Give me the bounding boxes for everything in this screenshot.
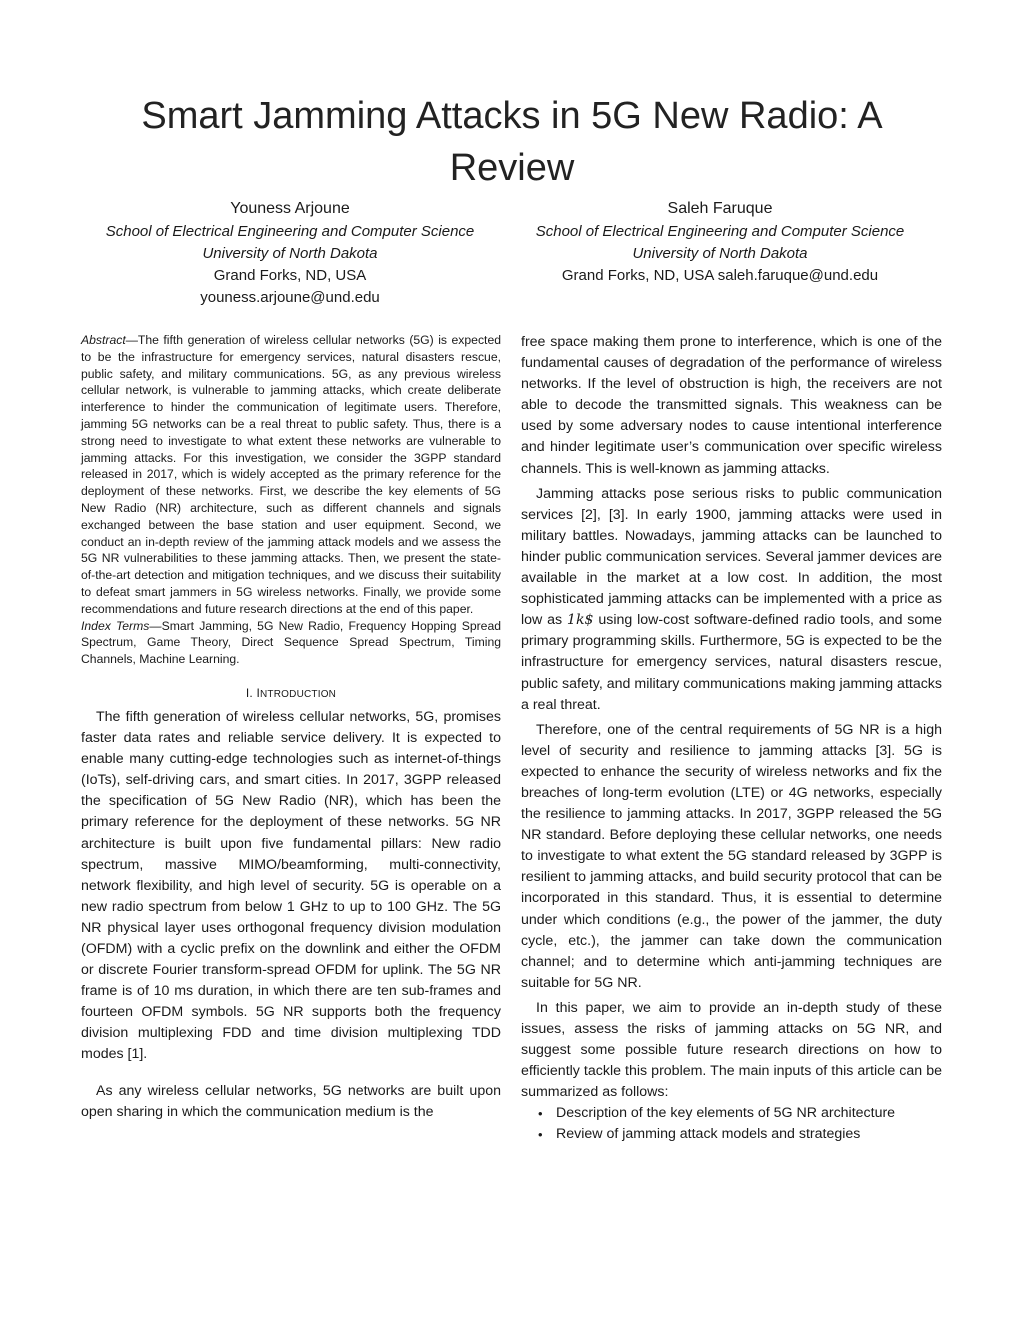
index-terms-label: Index Terms	[81, 618, 150, 633]
index-terms-text: —Smart Jamming, 5G New Radio, Frequency Hopping Spread Spectrum, Game Theory, Direct Sequence Spread Spectrum, Timing Channels, Machine Learning.	[81, 618, 502, 667]
author-university: University of North Dakota	[202, 245, 378, 262]
list-item: • Description of the key elements of 5G NR architecture	[538, 1105, 896, 1122]
paragraph: As any wireless cellular networks, 5G networks are built upon open sharing in which the communication medium is the	[81, 1082, 501, 1120]
section-heading-introduction: I. INTRODUCTION	[245, 685, 337, 700]
author-department: School of Electrical Engineering and Computer Science	[105, 223, 475, 240]
index-terms	[81, 618, 501, 668]
author-block-2	[520, 198, 920, 287]
paragraph: free space making them prone to interference, which is one of the fundamental causes of degradation of the performance of wireless networks. If the level of obstruction is high, the receivers are not able to decode the transmitted signals. This weakness can be used by some adversary nodes to cause intentional interference and hinder legitimate user’s communication over specific wireless channels. This is well-known as jamming attacks.	[521, 334, 942, 477]
paragraph: In this paper, we aim to provide an in-depth study of these issues, assess the risks of jamming attacks on 5G NR, and suggest some possible future research directions on how to efficiently tackle this problem. The main inputs of this article can be summarized as follows:	[521, 999, 942, 1101]
author-university: University of North Dakota	[632, 245, 808, 262]
author-name: Youness Arjoune	[230, 200, 350, 217]
author-location: Grand Forks, ND, USA	[213, 267, 367, 284]
paragraph: Jamming attacks pose serious risks to public communication services [2], [3]. In early 1900, jamming attacks were used in military battles. Nowadays, jamming attacks can be launched to hinder public communication services. Several jammer devices are available in the market at a low cost. In addition, the most sophisticated jamming attacks can be implemented with a price as low as 1k$ using low-cost software-defined radio tools, and some primary programming skills. Furthermore, 5G is expected to be the infrastructure for emergency services, natural disasters rescue, public safety, and military communications making jamming attacks a real threat.	[521, 485, 942, 713]
paper-title: Smart Jamming Attacks in 5G New Radio: A Review	[141, 95, 883, 189]
author-location-email: Grand Forks, ND, USA saleh.faruque@und.edu	[561, 267, 879, 284]
author-department: School of Electrical Engineering and Computer Science	[535, 223, 905, 240]
abstract	[81, 332, 501, 618]
author-block-1	[90, 198, 490, 309]
author-name: Saleh Faruque	[667, 200, 773, 217]
abstract-label: Abstract	[81, 333, 126, 347]
list-item: • Review of jamming attack models and strategies	[538, 1126, 861, 1143]
left-column	[81, 332, 501, 1123]
right-column	[521, 332, 942, 1146]
abstract-text: —The fifth generation of wireless cellular networks (5G) is expected to be the infrastructure for emergency services, natural disasters rescue, public safety, and military communications. 5G, as any previous wireless cellular network, is vulnerable to jamming attacks, which create deliberate interference to hinder the communication of legitimate users. Therefore, jamming 5G networks can be a real threat to public safety. Thus, there is a strong need to investigate to what extent these networks are vulnerable to jamming attacks. For this investigation, we consider the 3GPP standard released in 2017, which is widely accepted as the primary reference for the deployment of these networks. First, we describe the key elements of 5G New Radio (NR) architecture, such as different channels and signals exchanged between the base station and user equipment. Second, we conduct an in-depth review of the jamming attack models and we assess the 5G NR vulnerabilities to these jamming attacks. Then, we present the state-of-the-art detection and mitigation techniques, and we discuss their suitability to defeat smart jammers in 5G wireless networks. Finally, we provide some recommendations and future research directions at the end of this paper.	[81, 333, 501, 616]
author-email: youness.arjoune@und.edu	[200, 289, 380, 306]
price-math: 1k$	[566, 612, 594, 629]
paragraph: Therefore, one of the central requirements of 5G NR is a high level of security and resilience to jamming attacks [3]. 5G is expected to enhance the security of wireless networks and fix the breaches of long-term evolution (LTE) or 4G networks, especially the resilience to jamming attacks. In 2017, 3GPP released the 5G NR standard. Before deploying these cellular networks, one needs to investigate to what extent the 5G standard released by 3GPP is resilient to jamming attacks, and build security protocol that can be incorporated in this standard. Thus, it is essential to determine under which conditions (e.g., the power of the jammer, the duty cycle, etc.), the jammer can take down the communication channel; and to determine which anti-jamming techniques are suitable for 5G NR.	[521, 721, 942, 991]
contribution-list	[521, 1103, 942, 1145]
paragraph: The fifth generation of wireless cellular networks, 5G, promises faster data rates and reliable service delivery. It is expected to enable many cutting-edge technologies such as internet-of-things (IoTs), self-driving cars, and smart cities. In 2017, 3GPP released the specification of 5G New Radio (NR), which has been the primary reference for the deployment of these networks. 5G NR architecture is built upon five fundamental pillars: New radio spectrum, massive MIMO/beamforming, multi-connectivity, network flexibility, and high level of security. 5G is operable on a new radio spectrum from below 1 GHz to up to 100 GHz. The 5G NR physical layer uses orthogonal frequency division modulation (OFDM) with a cyclic prefix on the downlink and either the OFDM or discrete Fourier transform-spread OFDM for uplink. The 5G NR frame is of 10 ms duration, in which there are ten sub-frames and fourteen OFDM symbols. 5G NR supports both the frequency division multiplexing FDD and time division multiplexing TDD modes [1].	[81, 708, 501, 1063]
